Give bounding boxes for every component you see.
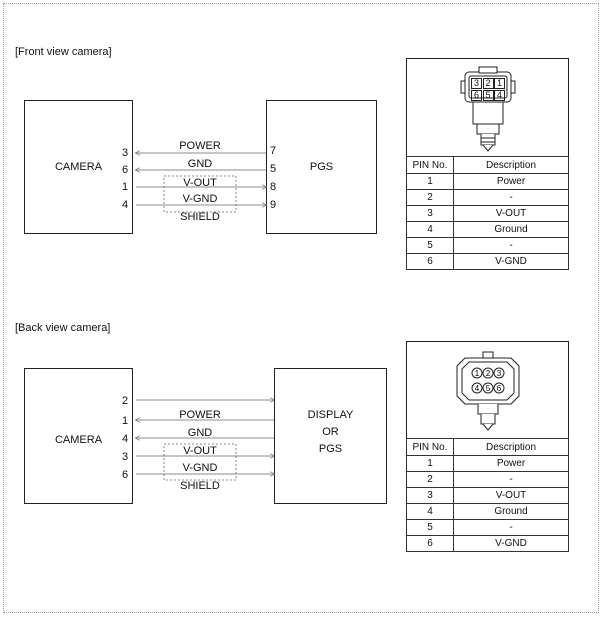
- connector-pin: 4: [474, 384, 480, 393]
- pin-number: 3: [407, 488, 454, 504]
- back-left-pin: 1: [122, 415, 129, 427]
- connector-pin: 5: [485, 384, 491, 393]
- pin-number: 6: [407, 254, 454, 270]
- front-camera-label: CAMERA: [54, 161, 103, 173]
- back-left-pin: 3: [122, 451, 129, 463]
- pin-description: V-GND: [454, 536, 569, 552]
- table-header-desc: Description: [454, 439, 569, 456]
- front-pin-table: [406, 156, 569, 270]
- table-row: [407, 472, 569, 488]
- pin-description: Power: [454, 174, 569, 190]
- pin-number: 1: [407, 456, 454, 472]
- back-connector-icon: [407, 342, 568, 439]
- back-display-box: [274, 368, 387, 504]
- front-right-pin: 7: [270, 145, 277, 157]
- back-left-pin: 4: [122, 433, 129, 445]
- pin-number: 3: [407, 206, 454, 222]
- back-wire-label-vgnd: V-GND: [182, 462, 218, 474]
- pin-description: V-OUT: [454, 488, 569, 504]
- front-right-pin: 9: [270, 199, 277, 211]
- front-wire-label-power: POWER: [179, 140, 221, 152]
- table-row: [407, 174, 569, 190]
- back-left-pin: 2: [122, 395, 129, 407]
- front-right-pin: 8: [270, 181, 277, 193]
- pin-description: V-GND: [454, 254, 569, 270]
- pin-description: -: [454, 190, 569, 206]
- table-row: [407, 222, 569, 238]
- back-display-label-2: OR: [322, 426, 339, 438]
- connector-pin: 3: [496, 369, 502, 378]
- front-pgs-box: [266, 100, 377, 234]
- front-right-pin: 5: [270, 163, 277, 175]
- front-left-pin: 4: [122, 199, 129, 211]
- back-camera-label: CAMERA: [54, 434, 103, 446]
- front-connector-panel: [406, 58, 569, 157]
- connector-pin: 4: [494, 90, 505, 101]
- table-row: [407, 206, 569, 222]
- table-header-pin: PIN No.: [407, 157, 454, 174]
- table-row: [407, 536, 569, 552]
- front-wire-label-vgnd: V-GND: [182, 193, 218, 205]
- front-camera-box: [24, 100, 133, 234]
- pin-number: 4: [407, 504, 454, 520]
- connector-pin: 2: [485, 369, 491, 378]
- front-left-pin: 6: [122, 164, 129, 176]
- pin-number: 2: [407, 472, 454, 488]
- table-header-pin: PIN No.: [407, 439, 454, 456]
- connector-pin: 5: [483, 90, 494, 101]
- pin-number: 5: [407, 238, 454, 254]
- table-row: [407, 254, 569, 270]
- back-section-title: [Back view camera]: [15, 322, 111, 334]
- front-connector-icon: [407, 59, 568, 157]
- table-row: [407, 520, 569, 536]
- pin-description: Ground: [454, 222, 569, 238]
- connector-pin: 1: [474, 369, 480, 378]
- table-row: [407, 190, 569, 206]
- back-camera-box: [24, 368, 133, 504]
- table-row: [407, 488, 569, 504]
- front-wire-label-shield: SHIELD: [180, 211, 220, 223]
- front-wire-label-vout: V-OUT: [183, 177, 217, 189]
- back-display-label-3: PGS: [318, 443, 343, 455]
- back-wire-label-gnd: GND: [187, 427, 213, 439]
- front-section-title: [Front view camera]: [15, 46, 112, 58]
- pin-number: 4: [407, 222, 454, 238]
- front-wire-label-gnd: GND: [187, 158, 213, 170]
- table-header-desc: Description: [454, 157, 569, 174]
- pin-description: -: [454, 520, 569, 536]
- connector-pin: 1: [494, 78, 505, 89]
- connector-pin: 3: [471, 78, 482, 89]
- pin-description: V-OUT: [454, 206, 569, 222]
- table-row: [407, 504, 569, 520]
- back-wire-label-vout: V-OUT: [183, 445, 217, 457]
- back-left-pin: 6: [122, 469, 129, 481]
- connector-pin: 6: [496, 384, 502, 393]
- back-wire-label-shield: SHIELD: [180, 480, 220, 492]
- pin-description: -: [454, 472, 569, 488]
- pin-number: 1: [407, 174, 454, 190]
- pin-number: 5: [407, 520, 454, 536]
- pin-description: Power: [454, 456, 569, 472]
- front-pgs-label: PGS: [309, 161, 334, 173]
- pin-description: -: [454, 238, 569, 254]
- table-row: [407, 456, 569, 472]
- back-pin-table: [406, 438, 569, 552]
- back-connector-panel: [406, 341, 569, 439]
- front-left-pin: 3: [122, 147, 129, 159]
- front-connector-pins: [471, 78, 505, 101]
- back-display-label-1: DISPLAY: [307, 409, 354, 421]
- pin-number: 2: [407, 190, 454, 206]
- pin-number: 6: [407, 536, 454, 552]
- front-left-pin: 1: [122, 181, 129, 193]
- back-wire-label-power: POWER: [179, 409, 221, 421]
- table-row: [407, 238, 569, 254]
- connector-pin: 2: [483, 78, 494, 89]
- connector-pin: 6: [471, 90, 482, 101]
- pin-description: Ground: [454, 504, 569, 520]
